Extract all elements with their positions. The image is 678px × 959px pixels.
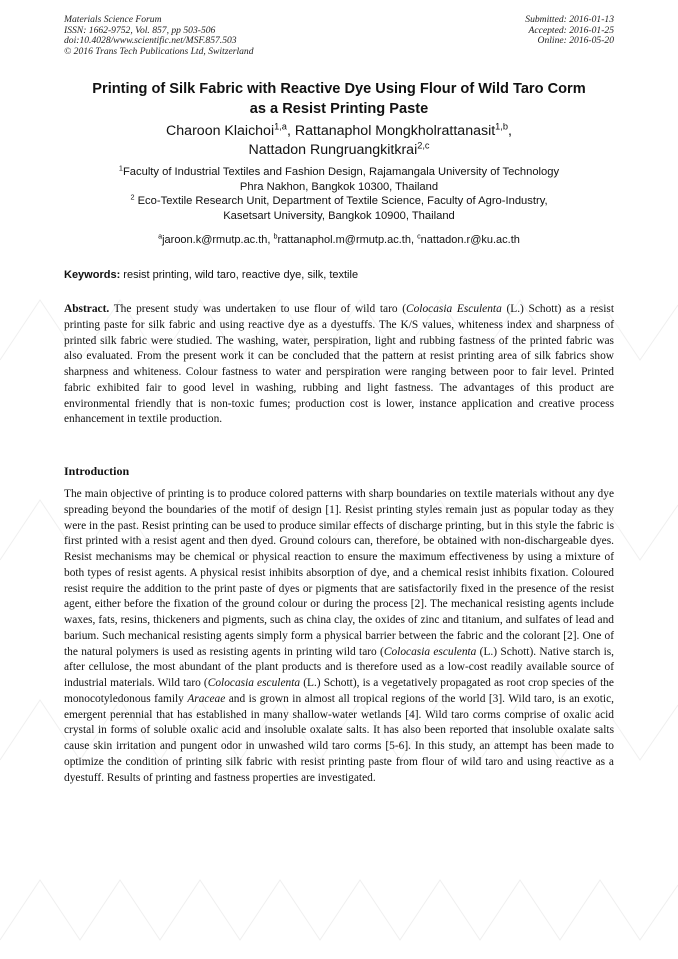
keywords	[64, 268, 616, 282]
author-name: Rattanaphol Mongkholrattanasit	[294, 123, 496, 139]
journal-issn: ISSN: 1662-9752, Vol. 857, pp 503-506	[64, 24, 216, 36]
journal-copyright: © 2016 Trans Tech Publications Ltd, Switzerland	[64, 45, 254, 57]
journal-name: Materials Science Forum	[64, 14, 162, 25]
author-line-1: Charoon Klaichoi$^{1,a}$, Rattanaphol Mongkholrattanasit$^{1,b}$,	[166, 121, 512, 139]
affiliation-1-line-1: $^1$Faculty of Industrial Textiles and Fashion Design, Rajamangala University of Technology	[118, 163, 560, 178]
species-name: Colocasia esculenta	[207, 677, 301, 689]
journal-info	[64, 15, 254, 57]
introduction-heading: Introduction	[64, 464, 130, 478]
online-date: Online: 2016-05-20	[537, 35, 614, 47]
affiliation-1-line-2: Phra Nakhon, Bangkok 10300, Thailand	[239, 180, 439, 193]
keywords-text: resist printing, wild taro, reactive dye, silk, textile	[120, 269, 359, 281]
introduction-text: The main objective of printing is to produce colored patterns with sharp boundaries on textile materials without any dye spreading beyond the boundaries of the motif of design [1]. Resist printing styles remain just as popular today as they were in the past. Resist printing can be used to produce similar effects of discharge printing, but in this style the fabric is first printed with a resist agent and then dyed. Ground colours can, therefore, be obtained with non-dischargeable dyes. Resist mechanisms may be chemical or physical reaction to ensure the maximum effectiveness by using a mixture of both types of resist agents. A physical resist inhibits absorption of dye, and a chemical resist inhibits fixation. Coloured resist require the addition to the print paste of dyes or pigments that are satisfactorily fixed in the presence of the resist agent, either before the fixation of the ground colour or during the process [2]. The mechanical resisting agents include waxes, fats, resins, thickeners and pigments, such as china clay, the oxides of zinc and titanium, and sulfates of lead and barium. Such mechanical resisting agents simply form a physical barrier between the fabric and the colorant [2]. One of the natural polymers is used as resisting agents in printing wild taro (Colocasia esculenta (L.) Schott). Native starch is, after cellulose, the most abundant of the plant products and is therefore used as a low-cost readily available source of industrial materials. Wild taro (Colocasia esculenta (L.) Schott), is a vegetatively propagated as root crop species of the monocotyledonous family Araceae and is grown in almost all tropical regions of the world [3]. Wild taro, is an exotic, emergent perennial that has established in many shallow-water wetlands [4]. Wild taro corms comprise of oxalic acid crystal in forms of soluble oxalic acid and insoluble oxalate salts. It has also been reported that insoluble oxalate salts cause skin irritation and pungent odor in unwashed wild taro corms [5-6]. In this study, an attempt has been made to optimize the condition of printing silk fabric with resist printing paste from flour of wild taro and using reactive as a dyestuff. Results of printing and fastness properties are investigated.	[64, 488, 615, 784]
family-name: Araceae	[187, 692, 226, 705]
journal-doi: doi:10.4028/www.scientific.net/MSF.857.503	[64, 35, 237, 47]
author-line-2	[55, 141, 623, 160]
author-affiliation-marker: 1,a	[274, 121, 287, 132]
keywords-label: Keywords:	[64, 269, 121, 281]
author-list	[55, 122, 623, 160]
author-affiliation-marker: 2,c	[417, 140, 430, 151]
title-line-1: Printing of Silk Fabric with Reactive Dye Using Flour of Wild Taro Corm	[92, 81, 586, 97]
affiliations	[55, 165, 623, 224]
affiliation-marker: 2	[130, 192, 135, 202]
author-affiliation-marker: 1,b	[495, 121, 508, 132]
affiliation-2-line-1: $^2$ Eco-Textile Research Unit, Department of Textile Science, Faculty of Agro-Industry,	[130, 192, 548, 208]
paper-title	[55, 80, 623, 119]
affiliation-marker: 1	[118, 163, 123, 173]
email-link[interactable]: nattadon.r@ku.ac.th	[420, 234, 520, 246]
title-line-2: as a Resist Printing Paste	[249, 100, 429, 117]
submitted-date: Submitted: 2016-01-13	[525, 14, 614, 25]
submission-dates	[525, 15, 614, 47]
species-name: Colocasia esculenta	[383, 645, 477, 658]
species-name: Colocasia Esculenta	[406, 303, 502, 315]
author-name: Charoon Klaichoi	[166, 123, 275, 139]
author-emails: $^a$jaroon.k@rmutp.ac.th, $^b$rattanaphol.m@rmutp.ac.th, $^c$nattadon.r@ku.ac.th	[158, 232, 520, 246]
accepted-date: Accepted: 2016-01-25	[528, 24, 614, 36]
email-link[interactable]: rattanaphol.m@rmutp.ac.th,	[277, 234, 418, 246]
email-link[interactable]: jaroon.k@rmutp.ac.th,	[162, 234, 274, 246]
abstract-label: Abstract.	[64, 303, 110, 315]
affiliation-2-line-2: Kasetsart University, Bangkok 10900, Thailand	[223, 210, 455, 223]
author-name: Nattadon Rungruangkitkrai	[248, 142, 418, 158]
abstract: Abstract. The present study was undertaken to use flour of wild taro (Colocasia Esculenta (L.) Schott) as a resist printing paste for silk fabric and using reactive dye as a dyestuffs. The K/S values, whiteness index and sharpness of printed silk fabric were studied. The washing, water, perspiration, light and rubbing fastness of the printed fabric was also evaluated. From the present work it can be concluded that the pattern at resist printing area of silk fabrics show sharpness and whiteness. Colour fastness to water and perspiration were ranging between poor to fair level. Printed fabric exhibited fair to good level in washing, rubbing and light fastness. The advantages of this product are environmental friendly that is non-toxic fumes; production cost is lower, instance application and creative process enhancement in textile production.	[64, 303, 614, 426]
